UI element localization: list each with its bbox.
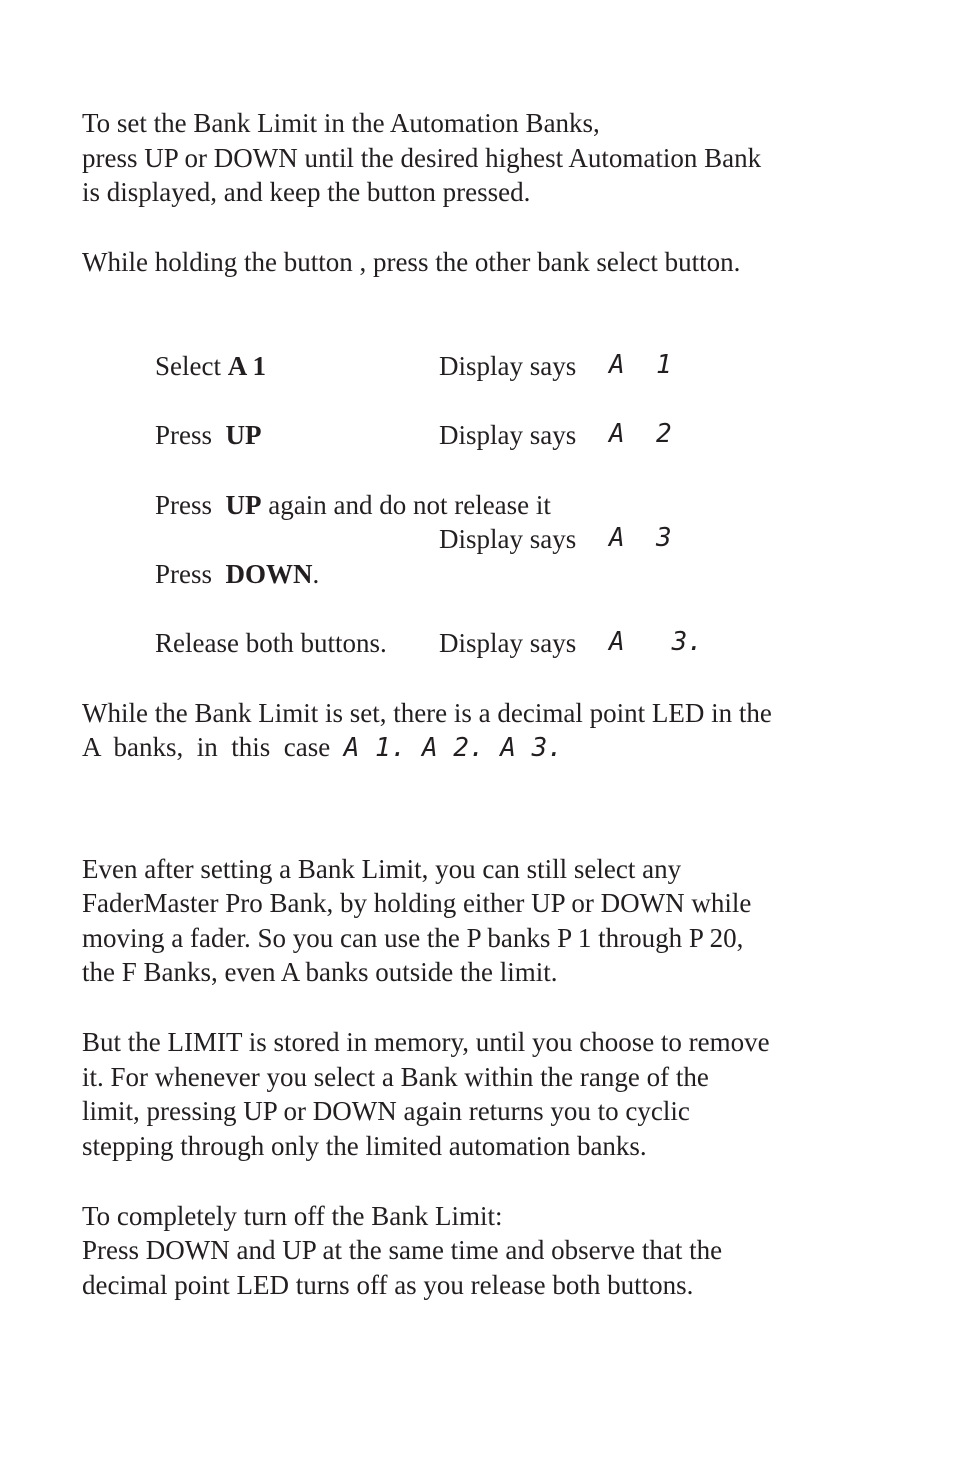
step-5-display-readout: A 3.: [609, 627, 703, 657]
intro-line-3: is displayed, and keep the button pressed.: [82, 177, 531, 207]
para4-line-1: To completely turn off the Bank Limit:: [82, 1201, 503, 1231]
step-2-label: Press: [155, 420, 226, 450]
decimal-line-2: [82, 730, 563, 765]
intro-line-2: press UP or DOWN until the desired highest Automation Bank: [82, 143, 762, 173]
step-5-instruction: Release both buttons.: [155, 628, 387, 658]
step-4-label: Press: [155, 559, 226, 589]
step-3-rest: again and do not release it: [261, 490, 551, 520]
decimal-line-1: While the Bank Limit is set, there is a decimal point LED in the: [82, 698, 772, 728]
intro-line-1: To set the Bank Limit in the Automation Banks,: [82, 108, 600, 138]
decimal-display-readout: A 1. A 2. A 3.: [343, 733, 563, 763]
para2-line-2: FaderMaster Pro Bank, by holding either UP or DOWN while: [82, 888, 752, 918]
para4-line-2: Press DOWN and UP at the same time and observe that the: [82, 1235, 723, 1265]
para3-line-4: stepping through only the limited automation banks.: [82, 1131, 647, 1161]
step-3-label: Press: [155, 490, 226, 520]
step-5-display-label: Display says: [439, 628, 577, 658]
step-4-rest: .: [312, 559, 320, 589]
intro-line-4: While holding the button , press the other bank select button.: [82, 247, 741, 277]
step-3-display-label: Display says: [439, 524, 577, 554]
para3-line-3: limit, pressing UP or DOWN again returns you to cyclic: [82, 1096, 690, 1126]
step-1-bank: A 1: [227, 351, 266, 381]
step-2-button: UP: [225, 420, 262, 450]
decimal-line-2-text: A banks, in this case: [82, 732, 331, 762]
step-2-display-label: Display says: [439, 420, 577, 450]
step-4-instruction: [155, 557, 319, 591]
para2-line-4: the F Banks, even A banks outside the limit.: [82, 957, 558, 987]
para3-line-2: it. For whenever you select a Bank within the range of the: [82, 1062, 709, 1092]
step-1-display-readout: A 1: [609, 350, 672, 380]
step-1-display-label: Display says: [439, 351, 577, 381]
para2-line-3: moving a fader. So you can use the P banks P 1 through P 20,: [82, 923, 744, 953]
para4-line-3: decimal point LED turns off as you release both buttons.: [82, 1270, 694, 1300]
para3-line-1: But the LIMIT is stored in memory, until you choose to remove: [82, 1027, 770, 1057]
step-4-button: DOWN: [225, 559, 313, 589]
step-3-button: UP: [225, 490, 262, 520]
step-1-instruction: [155, 349, 266, 383]
step-3-display-readout: A 3: [609, 523, 672, 553]
step-3-instruction: [155, 488, 551, 522]
para2-line-1: Even after setting a Bank Limit, you can still select any: [82, 854, 682, 884]
step-1-label: Select: [155, 351, 228, 381]
step-2-display-readout: A 2: [609, 419, 672, 449]
step-2-instruction: [155, 418, 262, 452]
